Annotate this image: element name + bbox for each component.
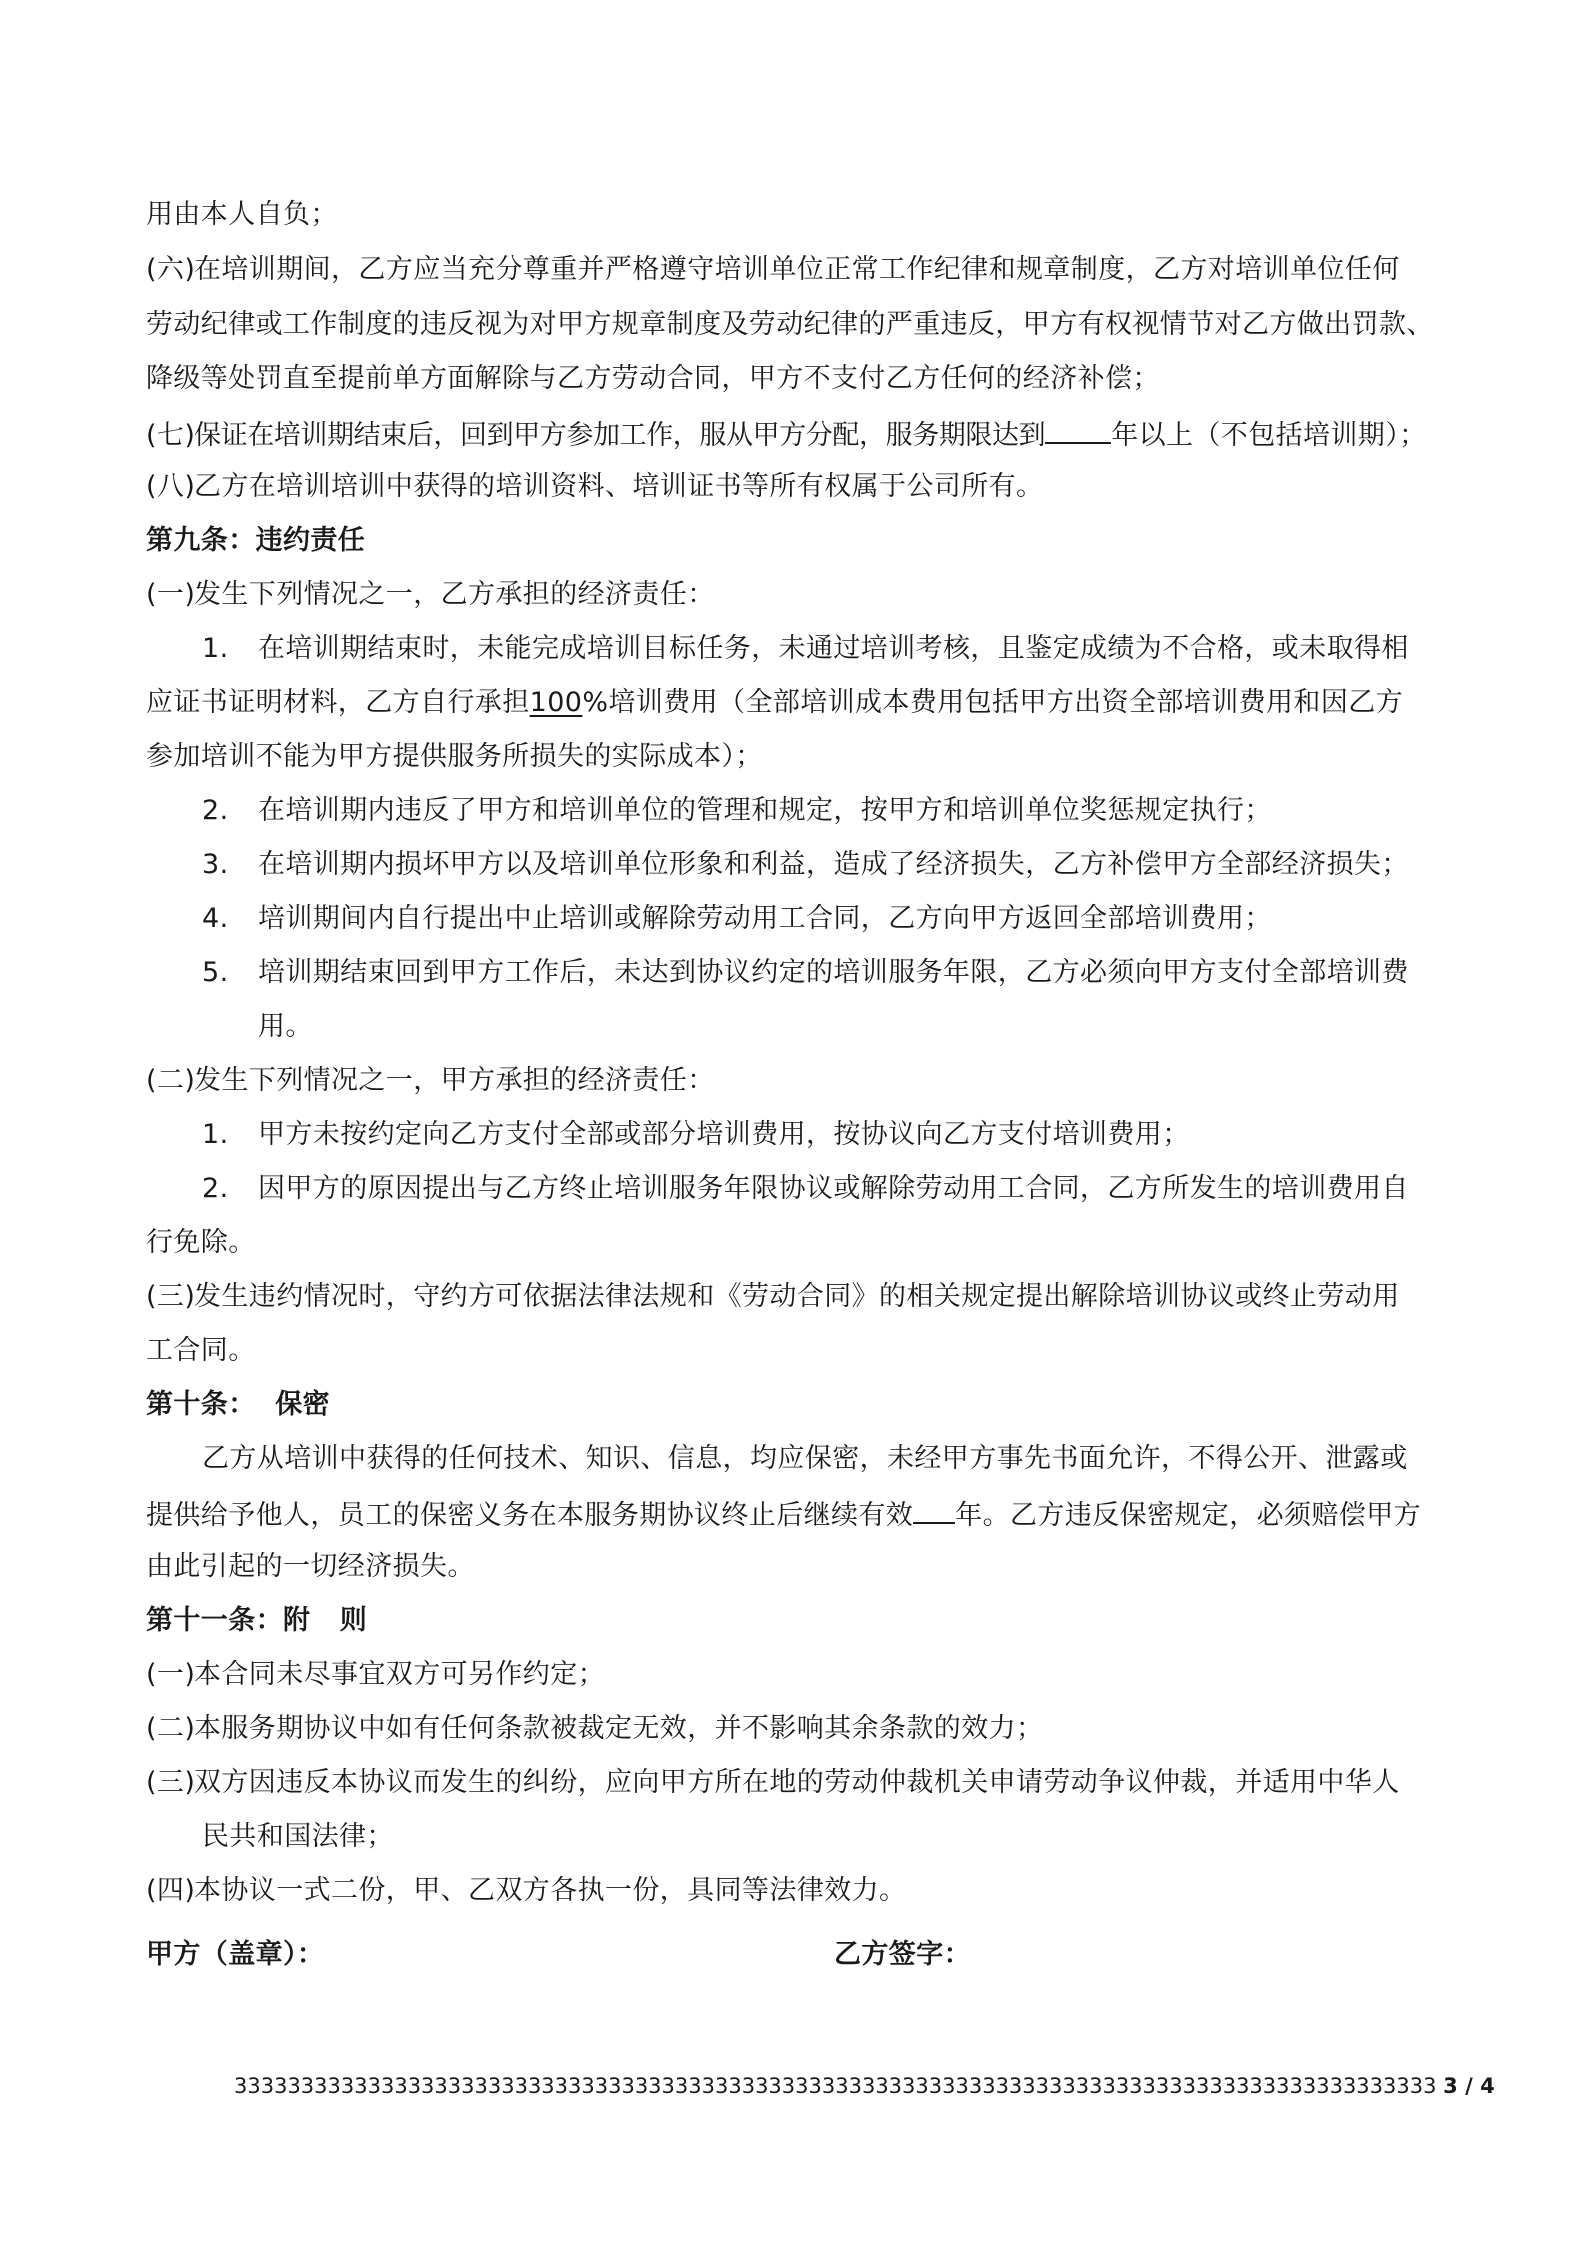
article-10-line-2: [146, 1496, 1421, 1533]
clause-label: (一): [146, 579, 196, 610]
clause-text: 工合同。: [146, 1335, 256, 1366]
paragraph-text: 提供给予他人，员工的保密义务在本服务期协议终止后继续有效: [146, 1500, 914, 1531]
clause-text: 发生下列情况之一，甲方承担的经济责任：: [194, 1065, 715, 1096]
clause-text: 年以上（不包括培训期）；: [1111, 420, 1427, 451]
article-9-title: [146, 524, 365, 558]
list-item-3: [202, 848, 1409, 882]
clause-8: [146, 470, 1043, 504]
clause-label: (三): [146, 1281, 196, 1312]
clause-text: 发生下列情况之一，乙方承担的经济责任：: [194, 579, 715, 610]
item-text: 参加培训不能为甲方提供服务所损失的实际成本）；: [146, 741, 763, 772]
article-9-clause-1: [146, 578, 715, 612]
article-title: 第九条：违约责任: [146, 525, 366, 556]
item-text: 因甲方的原因提出与乙方终止培训服务年限协议或解除劳动用工合同，乙方所发生的培训费用自: [258, 1173, 1409, 1204]
item-number: 1.: [202, 1119, 229, 1150]
article-11-clause-3-line-2: [202, 1820, 394, 1854]
service-years-blank: [1045, 416, 1111, 444]
clause-label: (二): [146, 1065, 196, 1096]
article-11-clause-1: [146, 1658, 605, 1692]
signature-label: 甲方（盖章）：: [146, 1939, 325, 1970]
item-text: 甲方未按约定向乙方支付全部或部分培训费用，按协议向乙方支付培训费用；: [258, 1119, 1190, 1150]
clause-text: 在培训期间，乙方应当充分尊重并严格遵守培训单位正常工作纪律和规章制度，乙方对培训单位任何: [194, 254, 1400, 285]
item-number: 2.: [202, 795, 229, 826]
clause-6: [146, 253, 1400, 287]
article-9-clause-3: [146, 1280, 1400, 1314]
party-b-signature-label: [834, 1938, 971, 1972]
page-number: 3 / 4: [1443, 2074, 1495, 2098]
percent-value: 100: [529, 687, 583, 718]
article-11-clause-4: [146, 1874, 906, 1908]
paragraph-text: 乙方从培训中获得的任何技术、知识、信息，均应保密，未经甲方事先书面允许，不得公开、泄露或: [202, 1443, 1408, 1474]
clause-label: (八): [146, 471, 196, 502]
clause-text: 民共和国法律；: [202, 1821, 394, 1852]
clause-7: [146, 416, 1427, 453]
list-item-4: [202, 902, 1272, 936]
article-9-clause-2: [146, 1064, 715, 1098]
clause-label: (四): [146, 1875, 196, 1906]
article-10-title: [146, 1388, 330, 1422]
article-11-title: [146, 1604, 367, 1638]
list-item-1-line-3: [146, 740, 763, 774]
item-text: 在培训期结束时，未能完成培训目标任务，未通过培训考核，且鉴定成绩为不合格，或未取得相: [258, 633, 1409, 664]
list-item-2-line-2: [146, 1226, 256, 1260]
article-10-line-3: [146, 1550, 475, 1584]
list-item-1: [202, 632, 1409, 666]
article-9-clause-3-line-2: [146, 1334, 256, 1368]
clause-label: (三): [146, 1767, 196, 1798]
list-item-1: [202, 1118, 1190, 1152]
article-title: 第十一条：附 则: [146, 1605, 368, 1636]
article-11-clause-3: [146, 1766, 1400, 1800]
item-number: 4.: [202, 903, 229, 934]
clause-text: 发生违约情况时，守约方可依据法律法规和《劳动合同》的相关规定提出解除培训协议或终止劳动用: [194, 1281, 1400, 1312]
clause-label: (一): [146, 1659, 196, 1690]
item-text: 培训期间内自行提出中止培训或解除劳动用工合同，乙方向甲方返回全部培训费用；: [258, 903, 1272, 934]
signature-label: 乙方签字：: [834, 1939, 971, 1970]
clause-text: 本协议一式二份，甲、乙双方各执一份，具同等法律效力。: [194, 1875, 907, 1906]
item-number: 2.: [202, 1173, 229, 1204]
text: 用由本人自负；: [146, 199, 338, 230]
clause-text: 本合同未尽事宜双方可另作约定；: [194, 1659, 605, 1690]
list-item-5-line-2: [258, 1010, 313, 1044]
footer-text: 333333333333333333333333333333333333333333333333333333333333333333333333333333333333333333: [234, 2074, 1437, 2098]
clause-label: (七): [146, 420, 196, 451]
clause-6-line-2: [146, 308, 1434, 342]
clause-6-line-3: [146, 362, 1160, 396]
list-item-2: [202, 794, 1272, 828]
clause-text: 降级等处罚直至提前单方面解除与乙方劳动合同，甲方不支付乙方任何的经济补偿；: [146, 363, 1160, 394]
item-number: 3.: [202, 849, 229, 880]
paragraph-line: [146, 198, 338, 232]
article-title: 第十条： 保密: [146, 1389, 330, 1420]
clause-label: (二): [146, 1713, 196, 1744]
paragraph-text: 年。乙方违反保密规定，必须赔偿甲方: [955, 1500, 1422, 1531]
clause-text: 双方因违反本协议而发生的纠纷，应向甲方所在地的劳动仲裁机关申请劳动争议仲裁，并适用中华人: [194, 1767, 1400, 1798]
clause-label: (六): [146, 254, 196, 285]
clause-text: 本服务期协议中如有任何条款被裁定无效，并不影响其余条款的效力；: [194, 1713, 1044, 1744]
page-footer: [234, 2069, 1495, 2103]
item-number: 1.: [202, 633, 229, 664]
list-item-5: [202, 956, 1409, 990]
confidentiality-years-blank: [913, 1496, 955, 1524]
party-a-seal-label: [146, 1938, 324, 1972]
clause-text: 劳动纪律或工作制度的违反视为对甲方规章制度及劳动纪律的严重违反，甲方有权视情节对乙方做出罚款、: [146, 309, 1434, 340]
list-item-2: [202, 1172, 1409, 1206]
item-number: 5.: [202, 957, 229, 988]
article-10-line-1: [202, 1442, 1408, 1476]
paragraph-text: 由此引起的一切经济损失。: [146, 1551, 475, 1582]
item-text: 在培训期内损坏甲方以及培训单位形象和利益，造成了经济损失，乙方补偿甲方全部经济损失；: [258, 849, 1409, 880]
item-text: 应证书证明材料，乙方自行承担: [146, 687, 530, 718]
item-text: 培训期结束回到甲方工作后，未达到协议约定的培训服务年限，乙方必须向甲方支付全部培训费: [258, 957, 1409, 988]
item-text: %培训费用（全部培训成本费用包括甲方出资全部培训费用和因乙方: [582, 687, 1404, 718]
list-item-1-line-2: [146, 686, 1403, 720]
item-text: 用。: [258, 1011, 313, 1042]
clause-text: 保证在培训期结束后，回到甲方参加工作，服从甲方分配，服务期限达到: [194, 420, 1046, 451]
item-text: 行免除。: [146, 1227, 256, 1258]
item-text: 在培训期内违反了甲方和培训单位的管理和规定，按甲方和培训单位奖惩规定执行；: [258, 795, 1272, 826]
article-11-clause-2: [146, 1712, 1043, 1746]
clause-text: 乙方在培训培训中获得的培训资料、培训证书等所有权属于公司所有。: [194, 471, 1044, 502]
